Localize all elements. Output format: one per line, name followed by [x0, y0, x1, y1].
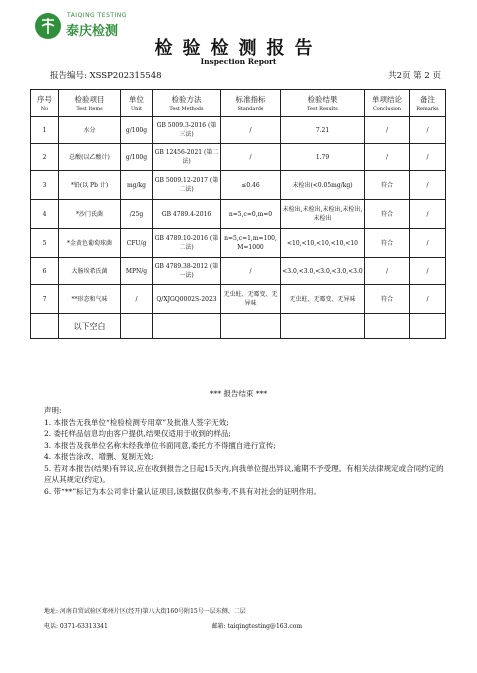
cell-item: 水分 [59, 117, 121, 144]
cell-standard: ≤0.46 [221, 171, 281, 200]
cell-method: GB 5009.12-2017 (第二法) [153, 171, 221, 200]
cell-remarks: / [410, 200, 446, 229]
blank-cell [31, 314, 59, 339]
blank-cell [365, 314, 410, 339]
table-row [31, 200, 446, 229]
declaration-item: 2. 委托样品信息均由客户提供,结果仅适用于收到的样品; [44, 429, 231, 438]
cell-item: *金黄色葡萄球菌 [59, 229, 121, 258]
header-method: 检验方法 Test Methods [153, 90, 221, 117]
cell-unit: MPN/g [121, 258, 153, 285]
report-number: 报告编号: XSSP202315548 [50, 71, 162, 81]
cell-result: 7.21 [281, 117, 365, 144]
cell-result: 未检出,未检出,未检出,未检出,未检出 [281, 200, 365, 229]
table-header-row [31, 90, 446, 117]
cell-conclusion: / [365, 258, 410, 285]
cell-no: 4 [31, 200, 59, 229]
blank-cell [221, 314, 281, 339]
declaration [44, 405, 444, 497]
cell-no: 6 [31, 258, 59, 285]
header-result: 检验结果 Test Results [281, 90, 365, 117]
header-item: 检验项目 Test Items [59, 90, 121, 117]
cell-method: Q/XJGQ0002S-2023 [153, 285, 221, 314]
header-remarks: 备注 Remarks [410, 90, 446, 117]
cell-item: **形态和气味 [59, 285, 121, 314]
table-row [31, 144, 446, 171]
cell-no: 7 [31, 285, 59, 314]
footer-address: 地址: 河南自贸试验区郑州片区(经开)第八大街160号附15号一层东侧、二层 [44, 608, 246, 615]
table-row [31, 229, 446, 258]
cell-standard: n=5,c=0,m=0 [221, 200, 281, 229]
cell-standard: / [221, 258, 281, 285]
blank-cell [121, 314, 153, 339]
blank-cell [410, 314, 446, 339]
cell-method: GB 5009.3-2016 (第三法) [153, 117, 221, 144]
cell-unit: /25g [121, 200, 153, 229]
cell-result: <3.0,<3.0,<3.0,<3.0,<3.0 [281, 258, 365, 285]
cell-standard: 无虫蛀、无霉变、无异味 [221, 285, 281, 314]
cell-no: 3 [31, 171, 59, 200]
cell-remarks: / [410, 144, 446, 171]
cell-method: GB 4789.38-2012 (第一法) [153, 258, 221, 285]
blank-cell [153, 314, 221, 339]
cell-method: GB 12456-2021 (第二法) [153, 144, 221, 171]
declaration-item: 3. 本报告及我单位名称未经我单位书面同意,委托方不得擅自进行宣传; [44, 440, 276, 450]
declaration-title: 声明: [44, 406, 62, 415]
blank-cell [281, 314, 365, 339]
cell-item: 大肠埃希氏菌 [59, 258, 121, 285]
footer-email: 邮箱: taiqingtesting@163.com [211, 623, 303, 630]
cell-item: 总酸(以乙酸计) [59, 144, 121, 171]
cell-remarks: / [410, 229, 446, 258]
cell-no: 1 [31, 117, 59, 144]
cell-standard: / [221, 144, 281, 171]
cell-result: 无虫蛀、无霉变、无异味 [281, 285, 365, 314]
cell-remarks: / [410, 117, 446, 144]
cell-conclusion: 符合 [365, 285, 410, 314]
report-end-marker: *** 报告结束 *** [209, 389, 268, 398]
cell-conclusion: 符合 [365, 171, 410, 200]
brand-chinese: 泰庆检测 [66, 24, 119, 39]
cell-conclusion: 符合 [365, 200, 410, 229]
cell-remarks: / [410, 258, 446, 285]
declaration-item: 6. 带“**”标记为本公司非计量认证项目,该数据仅供参考,不具有对社会的证明作用。 [44, 486, 321, 496]
table-row [31, 285, 446, 314]
blank-label: 以下空白 [59, 314, 121, 339]
brand-english: TAIQING TESTING [67, 12, 127, 19]
footer-phone: 电话: 0371-63313341 [44, 623, 108, 630]
declaration-item: 1. 本报告无我单位“检验检测专用章”及批准人签字无效; [44, 417, 229, 427]
table-row [31, 117, 446, 144]
cell-method: GB 4789.4-2016 [153, 200, 221, 229]
cell-result: 1.79 [281, 144, 365, 171]
header-standard: 标准指标 Standards [221, 90, 281, 117]
cell-item: *沙门氏菌 [59, 200, 121, 229]
report-subtitle: Inspection Report [200, 57, 277, 66]
cell-unit: mg/kg [121, 171, 153, 200]
blank-row [31, 314, 446, 339]
cell-method: GB 4789.10-2016 (第二法) [153, 229, 221, 258]
cell-result: 未检出(<0.05mg/kg) [281, 171, 365, 200]
cell-result: <10,<10,<10,<10,<10 [281, 229, 365, 258]
cell-standard: / [221, 117, 281, 144]
cell-unit: CFU/g [121, 229, 153, 258]
table-row [31, 171, 446, 200]
cell-item: *铅(以 Pb 计) [59, 171, 121, 200]
cell-remarks: / [410, 285, 446, 314]
declaration-item: 5. 若对本报告(结果)有异议,应在收到报告之日起15天内,向我单位提出异议,逾期不予受理。有相关法律规定或合同约定的应从其规定(约定)。 [44, 463, 444, 484]
cell-conclusion: / [365, 117, 410, 144]
cell-standard: n=5,c=1,m=100, M=1000 [221, 229, 281, 258]
footer-contact [44, 621, 302, 630]
table-row [31, 258, 446, 285]
cell-remarks: / [410, 171, 446, 200]
header-unit: 单位 Unit [121, 90, 153, 117]
page-indicator: 共2页 第 2 页 [388, 71, 441, 81]
results-table [30, 89, 446, 339]
header-no: 序号 No [31, 90, 59, 117]
cell-conclusion: / [365, 144, 410, 171]
declaration-item: 4. 本报告涂改、增删、复制无效; [44, 452, 154, 461]
report-title: 检验检测报告 [154, 38, 323, 59]
cell-no: 2 [31, 144, 59, 171]
cell-unit: / [121, 285, 153, 314]
header-conclusion: 单项结论 Conclusion [365, 90, 410, 117]
cell-unit: g/100g [121, 117, 153, 144]
cell-conclusion: 符合 [365, 229, 410, 258]
cell-no: 5 [31, 229, 59, 258]
cell-unit: g/100g [121, 144, 153, 171]
